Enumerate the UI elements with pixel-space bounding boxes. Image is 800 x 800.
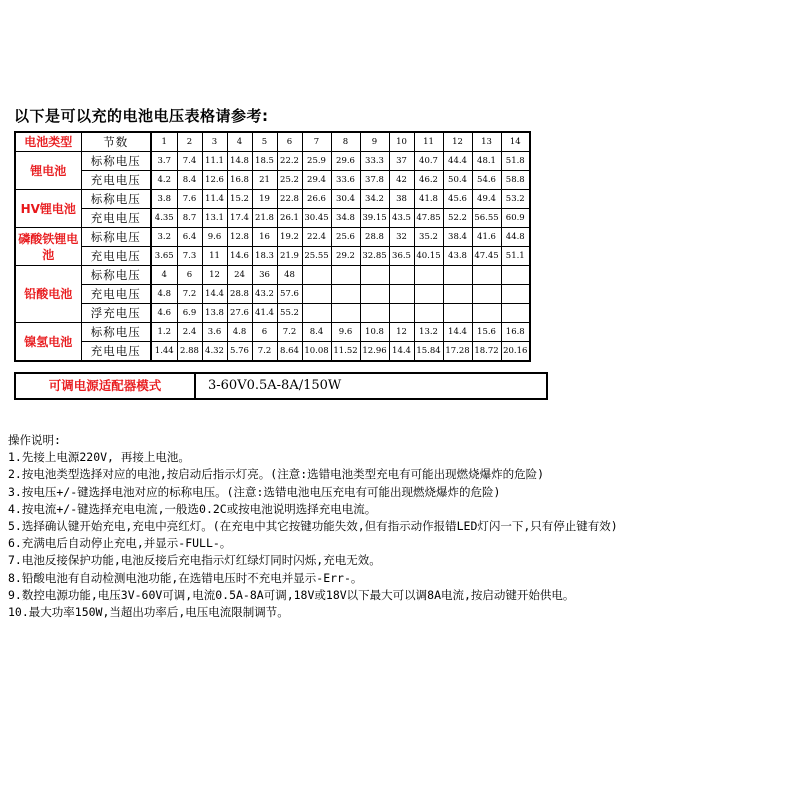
value-cell: 26.6 [302, 190, 331, 209]
value-cell: 48 [277, 266, 302, 285]
table-row [15, 247, 530, 266]
value-cell: 4.6 [151, 304, 177, 323]
value-cell [501, 285, 530, 304]
corner-battery-type: 电池类型 [15, 132, 81, 152]
value-cell: 20.16 [501, 342, 530, 362]
value-cell [414, 304, 443, 323]
value-cell: 30.4 [331, 190, 360, 209]
value-cell [501, 304, 530, 323]
value-cell [302, 285, 331, 304]
value-cell [331, 285, 360, 304]
table-row [15, 266, 530, 285]
value-cell: 29.4 [302, 171, 331, 190]
value-cell: 36 [252, 266, 277, 285]
column-header: 1 [151, 132, 177, 152]
value-cell: 3.7 [151, 152, 177, 171]
value-cell: 7.2 [177, 285, 202, 304]
table-row [15, 209, 530, 228]
value-cell: 55.2 [277, 304, 302, 323]
value-cell: 3.2 [151, 228, 177, 247]
value-cell: 2.88 [177, 342, 202, 362]
value-cell: 4.8 [227, 323, 252, 342]
value-cell [331, 266, 360, 285]
row-label: 充电电压 [81, 342, 151, 362]
row-label: 标称电压 [81, 152, 151, 171]
value-cell: 21.8 [252, 209, 277, 228]
column-header: 9 [360, 132, 389, 152]
value-cell [501, 266, 530, 285]
value-cell: 6 [177, 266, 202, 285]
instruction-item: 10.最大功率150W,当超出功率后,电压电流限制调节。 [8, 605, 289, 620]
value-cell: 12 [202, 266, 227, 285]
value-cell [302, 304, 331, 323]
column-header: 10 [389, 132, 414, 152]
value-cell: 15.84 [414, 342, 443, 362]
value-cell [443, 304, 472, 323]
value-cell: 51.1 [501, 247, 530, 266]
value-cell: 7.4 [177, 152, 202, 171]
value-cell: 12.6 [202, 171, 227, 190]
value-cell [472, 285, 501, 304]
value-cell: 11.1 [202, 152, 227, 171]
value-cell [389, 285, 414, 304]
value-cell: 25.55 [302, 247, 331, 266]
value-cell: 11 [202, 247, 227, 266]
value-cell: 29.2 [331, 247, 360, 266]
row-label: 充电电压 [81, 209, 151, 228]
instructions-title: 操作说明: [8, 433, 61, 447]
value-cell: 3.65 [151, 247, 177, 266]
table-row [15, 285, 530, 304]
value-cell: 51.8 [501, 152, 530, 171]
table-row [15, 190, 530, 209]
value-cell: 18.72 [472, 342, 501, 362]
page-heading: 以下是可以充的电池电压表格请参考: [14, 107, 269, 125]
table-row [15, 342, 530, 362]
value-cell: 21 [252, 171, 277, 190]
value-cell [302, 266, 331, 285]
value-cell: 56.55 [472, 209, 501, 228]
value-cell: 16 [252, 228, 277, 247]
value-cell: 4 [151, 266, 177, 285]
value-cell: 22.8 [277, 190, 302, 209]
value-cell: 13.2 [414, 323, 443, 342]
value-cell: 40.7 [414, 152, 443, 171]
value-cell: 7.2 [277, 323, 302, 342]
table-header-row [15, 132, 530, 152]
value-cell: 28.8 [227, 285, 252, 304]
value-cell: 21.9 [277, 247, 302, 266]
value-cell: 12.8 [227, 228, 252, 247]
value-cell: 4.2 [151, 171, 177, 190]
table-row [15, 152, 530, 171]
value-cell: 41.8 [414, 190, 443, 209]
value-cell: 32 [389, 228, 414, 247]
column-header: 2 [177, 132, 202, 152]
value-cell: 36.5 [389, 247, 414, 266]
value-cell: 12 [389, 323, 414, 342]
value-cell: 38 [389, 190, 414, 209]
column-header: 12 [443, 132, 472, 152]
instruction-item: 5.选择确认键开始充电,充电中亮红灯。(在充电中其它按键功能失效,但有指示动作报错LED灯闪一下,只有停止键有效) [8, 519, 618, 534]
battery-type-name: 镍氢电池 [15, 323, 81, 362]
value-cell [414, 266, 443, 285]
value-cell [360, 266, 389, 285]
value-cell: 42 [389, 171, 414, 190]
column-header: 6 [277, 132, 302, 152]
value-cell: 38.4 [443, 228, 472, 247]
value-cell: 1.2 [151, 323, 177, 342]
value-cell: 37 [389, 152, 414, 171]
value-cell: 26.1 [277, 209, 302, 228]
instruction-item: 6.充满电后自动停止充电,并显示-FULL-。 [8, 536, 232, 551]
value-cell: 25.2 [277, 171, 302, 190]
value-cell [472, 304, 501, 323]
value-cell: 53.2 [501, 190, 530, 209]
value-cell: 43.8 [443, 247, 472, 266]
value-cell: 19.2 [277, 228, 302, 247]
value-cell: 7.6 [177, 190, 202, 209]
value-cell: 14.8 [227, 152, 252, 171]
value-cell [331, 304, 360, 323]
value-cell: 24 [227, 266, 252, 285]
value-cell: 47.45 [472, 247, 501, 266]
column-header: 5 [252, 132, 277, 152]
value-cell: 16.8 [227, 171, 252, 190]
value-cell: 52.2 [443, 209, 472, 228]
value-cell: 12.96 [360, 342, 389, 362]
value-cell: 18.5 [252, 152, 277, 171]
value-cell: 47.85 [414, 209, 443, 228]
value-cell: 43.2 [252, 285, 277, 304]
row-label: 标称电压 [81, 228, 151, 247]
row-label: 浮充电压 [81, 304, 151, 323]
instruction-item: 2.按电池类型选择对应的电池,按启动后指示灯亮。(注意:选错电池类型充电有可能出现燃烧爆炸的危险) [8, 467, 545, 482]
value-cell: 34.2 [360, 190, 389, 209]
value-cell [389, 304, 414, 323]
value-cell: 60.9 [501, 209, 530, 228]
value-cell [360, 285, 389, 304]
value-cell: 11.52 [331, 342, 360, 362]
value-cell: 4.35 [151, 209, 177, 228]
value-cell: 14.6 [227, 247, 252, 266]
value-cell: 58.8 [501, 171, 530, 190]
value-cell: 41.6 [472, 228, 501, 247]
value-cell: 49.4 [472, 190, 501, 209]
value-cell: 8.64 [277, 342, 302, 362]
instruction-item: 1.先接上电源220V, 再接上电池。 [8, 450, 190, 465]
value-cell [389, 266, 414, 285]
value-cell: 2.4 [177, 323, 202, 342]
value-cell: 33.6 [331, 171, 360, 190]
value-cell: 13.1 [202, 209, 227, 228]
adapter-mode-row [14, 372, 548, 400]
value-cell: 4.32 [202, 342, 227, 362]
value-cell [443, 285, 472, 304]
value-cell: 44.8 [501, 228, 530, 247]
instruction-item: 9.数控电源功能,电压3V-60V可调,电流0.5A-8A可调,18V或18V以下最大可以调8A电流,按启动键开始供电。 [8, 587, 575, 602]
column-header: 11 [414, 132, 443, 152]
value-cell: 13.8 [202, 304, 227, 323]
adapter-mode-value: 3-60V0.5A-8A/150W [208, 378, 342, 393]
value-cell: 45.6 [443, 190, 472, 209]
value-cell: 14.4 [443, 323, 472, 342]
value-cell: 46.2 [414, 171, 443, 190]
value-cell: 5.76 [227, 342, 252, 362]
value-cell [414, 285, 443, 304]
value-cell: 11.4 [202, 190, 227, 209]
column-header: 7 [302, 132, 331, 152]
column-header: 13 [472, 132, 501, 152]
value-cell: 39.15 [360, 209, 389, 228]
row-label: 充电电压 [81, 285, 151, 304]
value-cell: 7.3 [177, 247, 202, 266]
value-cell: 43.5 [389, 209, 414, 228]
value-cell: 15.6 [472, 323, 501, 342]
value-cell: 8.4 [302, 323, 331, 342]
value-cell: 17.28 [443, 342, 472, 362]
value-cell: 41.4 [252, 304, 277, 323]
value-cell: 57.6 [277, 285, 302, 304]
value-cell [443, 266, 472, 285]
value-cell: 50.4 [443, 171, 472, 190]
value-cell: 3.6 [202, 323, 227, 342]
instruction-item: 8.铅酸电池有自动检测电池功能,在选错电压时不充电并显示-Err-。 [8, 570, 363, 585]
adapter-mode-label: 可调电源适配器模式 [16, 374, 196, 398]
instruction-item: 7.电池反接保护功能,电池反接后充电指示灯红绿灯同时闪烁,充电无效。 [8, 553, 381, 568]
value-cell: 10.08 [302, 342, 331, 362]
value-cell: 1.44 [151, 342, 177, 362]
row-label: 标称电压 [81, 266, 151, 285]
corner-cell-count: 节数 [81, 132, 151, 152]
value-cell: 40.15 [414, 247, 443, 266]
value-cell: 18.3 [252, 247, 277, 266]
battery-voltage-table [14, 131, 531, 362]
value-cell [360, 304, 389, 323]
battery-type-name: 锂电池 [15, 152, 81, 190]
instructions [8, 432, 618, 621]
value-cell: 6 [252, 323, 277, 342]
value-cell: 14.4 [202, 285, 227, 304]
battery-type-name: 铅酸电池 [15, 266, 81, 323]
row-label: 标称电压 [81, 190, 151, 209]
row-label: 充电电压 [81, 247, 151, 266]
value-cell: 28.8 [360, 228, 389, 247]
instruction-item: 4.按电流+/-键选择充电电流,一般选0.2C或按电池说明选择充电电流。 [8, 501, 377, 516]
value-cell: 33.3 [360, 152, 389, 171]
value-cell: 54.6 [472, 171, 501, 190]
value-cell: 32.85 [360, 247, 389, 266]
column-header: 4 [227, 132, 252, 152]
table-row [15, 323, 530, 342]
row-label: 充电电压 [81, 171, 151, 190]
table-row [15, 228, 530, 247]
value-cell: 34.8 [331, 209, 360, 228]
value-cell: 14.4 [389, 342, 414, 362]
value-cell: 16.8 [501, 323, 530, 342]
value-cell: 27.6 [227, 304, 252, 323]
value-cell: 7.2 [252, 342, 277, 362]
instruction-item: 3.按电压+/-键选择电池对应的标称电压。(注意:选错电池电压充电有可能出现燃烧爆炸的危险) [8, 484, 501, 499]
value-cell: 17.4 [227, 209, 252, 228]
battery-type-name: HV锂电池 [15, 190, 81, 228]
value-cell: 29.6 [331, 152, 360, 171]
table-row [15, 171, 530, 190]
value-cell [472, 266, 501, 285]
value-cell: 6.4 [177, 228, 202, 247]
value-cell: 25.9 [302, 152, 331, 171]
column-header: 14 [501, 132, 530, 152]
value-cell: 22.4 [302, 228, 331, 247]
value-cell: 9.6 [331, 323, 360, 342]
column-header: 8 [331, 132, 360, 152]
value-cell: 37.8 [360, 171, 389, 190]
value-cell: 10.8 [360, 323, 389, 342]
value-cell: 8.4 [177, 171, 202, 190]
row-label: 标称电压 [81, 323, 151, 342]
value-cell: 6.9 [177, 304, 202, 323]
value-cell: 3.8 [151, 190, 177, 209]
value-cell: 19 [252, 190, 277, 209]
column-header: 3 [202, 132, 227, 152]
value-cell: 30.45 [302, 209, 331, 228]
value-cell: 22.2 [277, 152, 302, 171]
value-cell: 15.2 [227, 190, 252, 209]
value-cell: 44.4 [443, 152, 472, 171]
table-row [15, 304, 530, 323]
value-cell: 9.6 [202, 228, 227, 247]
value-cell: 35.2 [414, 228, 443, 247]
value-cell: 25.6 [331, 228, 360, 247]
value-cell: 4.8 [151, 285, 177, 304]
battery-type-name: 磷酸铁锂电池 [15, 228, 81, 266]
value-cell: 48.1 [472, 152, 501, 171]
value-cell: 8.7 [177, 209, 202, 228]
